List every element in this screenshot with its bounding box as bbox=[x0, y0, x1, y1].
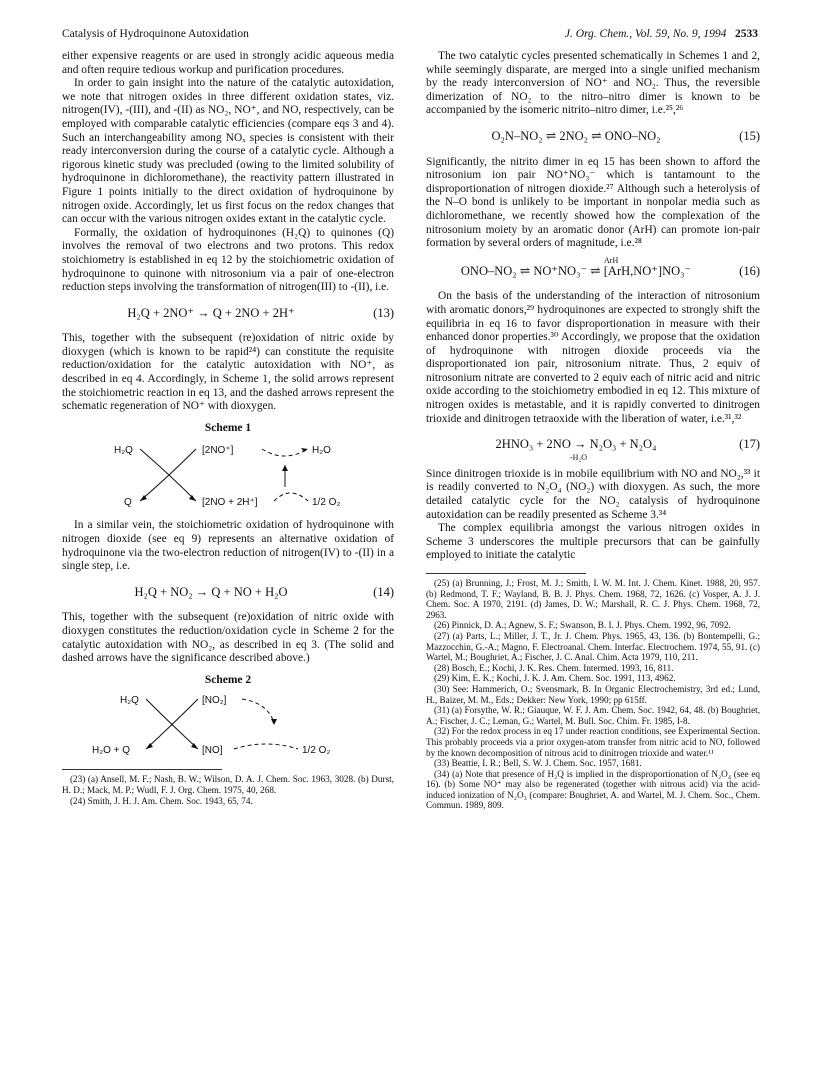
scheme-2-diagram bbox=[62, 689, 394, 759]
right-column bbox=[426, 50, 760, 811]
paragraph: This, together with the subsequent (re)oxidation of nitric oxide with dioxygen constitutes the reduction/oxidation cycle in Scheme 2 for the catalytic autoxidation with NO₂, as described in eq 3. (The solid and dashed arrows have the significance described above.) bbox=[62, 611, 394, 665]
paragraph: In a similar vein, the stoichiometric oxidation of hydroquinone with nitrogen dioxide (see eq 9) represents an alternative oxidation of hydroquinone via the two-electron reduction of nitrogen(IV) to -(II) in a single step, i.e. bbox=[62, 519, 394, 573]
running-header bbox=[62, 28, 758, 44]
running-title: Catalysis of Hydroquinone Autoxidation bbox=[62, 28, 249, 40]
footnote: (25) (a) Brunning, J.; Frost, M. J.; Smith, I. W. M. Int. J. Chem. Kinet. 1988, 20, 957. (b) Redmond, T. F.; Wayland, B. B. J. Phys. Chem. 1968, 72, 1626. (c) Vosper, A. J. J. Chem. Soc. A 1970, 2191. (d) James, D. W.; Marshall, R. C. J. Phys. Chem. 1968, 72, 2963. bbox=[426, 578, 760, 620]
equation-16 bbox=[426, 255, 760, 279]
footnote: (23) (a) Ansell, M. F.; Nash, B. W.; Wilson, D. A. J. Chem. Soc. 1963, 3028. (b) Durst, H. D.; Mack, M. P.; Wudl, F. J. Org. Chem. 1975, 40, 268. bbox=[62, 774, 394, 795]
footnotes-right bbox=[426, 578, 760, 811]
paragraph: The complex equilibria amongst the various nitrogen oxides in Scheme 3 underscores the multiple precursors that can be gainfully employed to initiate the catalytic bbox=[426, 522, 760, 562]
footnote: (24) Smith, J. H. J. Am. Chem. Soc. 1943, 65, 74. bbox=[70, 795, 253, 806]
scheme-label-half-o2: 1/2 O₂ bbox=[302, 745, 331, 757]
scheme-label-q: Q bbox=[124, 497, 132, 509]
scheme-2 bbox=[62, 674, 394, 760]
equation-reagent-above: ArH bbox=[604, 255, 619, 265]
arrowhead bbox=[301, 448, 308, 452]
equation-body: H₂Q + NO₂ → Q + NO + H₂O bbox=[134, 584, 288, 599]
footnote: (33) Beattie, I. R.; Bell, S. W. J. Chem. Soc. 1957, 1681. bbox=[434, 758, 642, 769]
equation-13 bbox=[62, 307, 394, 321]
paragraph: Significantly, the nitrito dimer in eq 15 has been shown to afford the nitrosonium ion pair NO⁺NO₃⁻ which is tantamount to the disproportionation of nitrogen dioxide.²⁷ Although such a heterolysis of the N–O bond is unlikely to be important in nonpolar media such as dichloromethane, we recently showed how the complexation of the nitrosonium moiety by an aromatic donor (ArH) can promote ion-pair formation by several orders of magnitude, i.e.²⁸ bbox=[426, 155, 760, 250]
equation-body: O₂N–NO₂ ⇌ 2NO₂ ⇌ ONO–NO₂ bbox=[491, 128, 661, 143]
paragraph: On the basis of the understanding of the interaction of nitrosonium with aromatic donors,²⁹ hydroquinones are expected to strongly shift the equilibria in eq 16 to favor disproportionation in measure with their enhanced donor properties.³⁰ Accordingly, we propose that the oxidation of hydroquinone with nitrogen dioxide proceeds via the disproportionated ion pair, nitrosonium nitrate. Thus, 2 equiv of nitrosonium nitrate are converted to 2 equiv each of nitric acid and nitric oxide according to the stoichiometry embodied in eq 12. This mixture of nitrogen oxides is metastable, and it is rapidly converted to dinitrogen trioxide and dinitrogen tetraoxide with the liberation of water, i.e.³¹,³² bbox=[426, 290, 760, 425]
scheme-label-h2o: H₂O bbox=[312, 445, 331, 457]
equation-body-wrap bbox=[426, 255, 726, 279]
equation-body: 2HNO₃ + 2NO → N₂O₃ + N₂O₄ bbox=[495, 437, 657, 452]
scheme-label-no: [NO] bbox=[202, 745, 223, 757]
equation-number: (13) bbox=[373, 305, 394, 320]
footnote: (30) See: Hammerich, O.; Svensmark, B. In Organic Electrochemistry, 3rd ed.; Lund, H., Baizer, M. M., Eds.; Dekker: New York, 1990; pp 615ff. bbox=[426, 683, 760, 705]
scheme-label-2no-plus: [2NO⁺] bbox=[202, 445, 234, 457]
equation-body: ONO–NO₂ ⇌ NO⁺NO₃⁻ ⇌ [ArH,NO⁺]NO₃⁻ bbox=[460, 263, 692, 278]
equation-number: (15) bbox=[739, 128, 760, 143]
equation-reagent-below: -H₂O bbox=[570, 453, 588, 463]
footnotes-left bbox=[62, 774, 394, 806]
dashed-arrow-curve bbox=[234, 744, 298, 749]
scheme-label-h2o-q: H₂O + Q bbox=[92, 745, 131, 757]
footnote: (26) Pinnick, D. A.; Agnew, S. F.; Swanson, B. I. J. Phys. Chem. 1992, 96, 7092. bbox=[434, 620, 731, 631]
arrowhead bbox=[271, 719, 277, 725]
journal-info: J. Org. Chem., Vol. 59, No. 9, 1994 bbox=[564, 28, 727, 40]
paragraph: In order to gain insight into the nature of the catalytic autoxidation, we note that nitrogen oxides in three different oxidation states, viz. nitrogen(IV), -(III), and -(II) as NO₂, NO⁺, and NO, respectively, can be employed with comparable catalytic efficiencies (compare eqs 3 and 4). Such an interchangeability among NOₓ species is consistent with their ready interconversion during the course of a catalytic cycle. Although a rigorous kinetic study was precluded (owing to the limited solubility of hydroquinone in dichloromethane), the reactivity pattern illustrated in Figure 1 points initially to the direct oxidation of hydroquinone by nitrogen oxide. Accordingly, let us first focus on the redox changes that can occur with the various nitrogen oxides extant in the catalytic cycle. bbox=[62, 77, 394, 226]
paragraph: Formally, the oxidation of hydroquinones (H₂Q) to quinones (Q) involves the removal of two electrons and two protons. This redox stoichiometry is established in eq 12 by the stoichiometric oxidation of hydroquinone to quinone with nitrosonium via a pair of one-electron reduction steps involving the transformation of nitrogen(III) to -(II), i.e. bbox=[62, 226, 394, 294]
footnote: (28) Bosch, E.; Kochi, J. K. Res. Chem. Intermed. 1993, 16, 811. bbox=[434, 662, 674, 673]
paragraph: This, together with the subsequent (re)oxidation of nitric oxide by dioxygen (which is known to be rapid²⁴) can constitute the requisite reduction/oxidation for the catalytic autoxidation with NO⁺, as described in eq 4. Accordingly, in Scheme 1, the solid arrows represent the stoichiometric reaction in eq 13, and the dashed arrows represent the schematic regeneration of NO⁺ with dioxygen. bbox=[62, 332, 394, 413]
dashed-arrow-curve bbox=[242, 699, 274, 723]
scheme-1 bbox=[62, 422, 394, 514]
page-number: 2533 bbox=[735, 28, 758, 40]
paragraph: either expensive reagents or are used in strongly acidic aqueous media and often require tedious workup and purification procedures. bbox=[62, 50, 394, 76]
footnote: (31) (a) Forsythe, W. R.; Giauque, W. F. J. Am. Chem. Soc. 1942, 64, 48. (b) Boughriet, A.; Fischer, J. C.; Leman, G.; Wartel, M. Bull. Soc. Chim. Fr. 1985, I-8. bbox=[426, 705, 760, 726]
arrowhead bbox=[189, 495, 196, 501]
dashed-arrow-curve bbox=[262, 449, 308, 456]
footnote: (34) (a) Note that presence of H₂Q is implied in the disproportionation of N₂O₄ (see eq 16). (b) Some NO⁺ may also be regenerated (together with nitrous acid) via the acid-induced ionization of N₂O₃ (compare: Boughriet, A. and Wartel, M. J. Chem. Soc., Chem. Commun. 1989, 809. bbox=[426, 768, 760, 811]
footnote: (32) For the redox process in eq 17 under reaction conditions, see Experimental Section. This probably proceeds via a prior oxygen-atom transfer from nitric acid to NO, followed by the known decomposition of nitrous acid to dinitrogen trioxide and water.¹¹ bbox=[426, 726, 760, 758]
equation-body: H₂Q + 2NO⁺ → Q + 2NO + 2H⁺ bbox=[127, 305, 295, 320]
footnote-rule bbox=[62, 769, 222, 770]
scheme-title: Scheme 1 bbox=[204, 421, 252, 434]
journal-citation bbox=[565, 28, 758, 40]
scheme-label-h2q: H₂Q bbox=[120, 695, 139, 707]
left-column bbox=[62, 50, 394, 806]
equation-15 bbox=[426, 130, 760, 144]
scheme-label-no2: [NO₂] bbox=[202, 695, 227, 707]
scheme-1-diagram bbox=[62, 437, 394, 513]
footnote: (27) (a) Parts, L.; Miller, J. T., Jr. J. Chem. Phys. 1965, 43, 136. (b) Bontempelli, G.; Mazzocchin, G.-A.; Magno, F. Electroanal. Chem. Interfac. Electrochem. 1974, 55, 91. (c) Wartel, M.; Boughriet, A.; Fischer, J. C. Anal. Chim. Acta 1979, 110, 211. bbox=[426, 630, 760, 663]
footnote: (29) Kim, E. K.; Kochi, J. K. J. Am. Chem. Soc. 1991, 113, 4962. bbox=[434, 673, 676, 684]
equation-number: (17) bbox=[739, 437, 760, 452]
scheme-label-2no-2h: [2NO + 2H⁺] bbox=[202, 497, 258, 509]
equation-14 bbox=[62, 586, 394, 600]
paragraph: Since dinitrogen trioxide is in mobile equilibrium with NO and NO₂,³³ it is readily converted to N₂O₄ (NO₂) with dioxygen. As such, the more detailed catalytic cycle for the NO₂ catalysis of hydroquinone autoxidation can be readily presented as Scheme 3.³⁴ bbox=[426, 467, 760, 521]
equation-17 bbox=[426, 437, 760, 463]
scheme-label-half-o2: 1/2 O₂ bbox=[312, 497, 341, 509]
arrowhead bbox=[282, 465, 288, 471]
footnote-rule bbox=[426, 573, 586, 574]
scheme-title: Scheme 2 bbox=[204, 673, 252, 686]
scheme-label-h2q: H₂Q bbox=[114, 445, 133, 457]
equation-number: (14) bbox=[373, 584, 394, 599]
dashed-arrow-curve bbox=[274, 493, 308, 501]
paragraph: The two catalytic cycles presented schematically in Schemes 1 and 2, while seemingly disparate, are merged into a single unified mechanism by the ready interconversion of NO⁺ and NO₂. Thus, the reversible dimerization of NO₂ to the nitro–nitro dimer is known to be accompanied by the isomeric nitrito–nitro dimer, i.e.²⁵,²⁶ bbox=[426, 50, 760, 117]
equation-number: (16) bbox=[739, 263, 760, 278]
equation-body-wrap bbox=[426, 437, 726, 463]
